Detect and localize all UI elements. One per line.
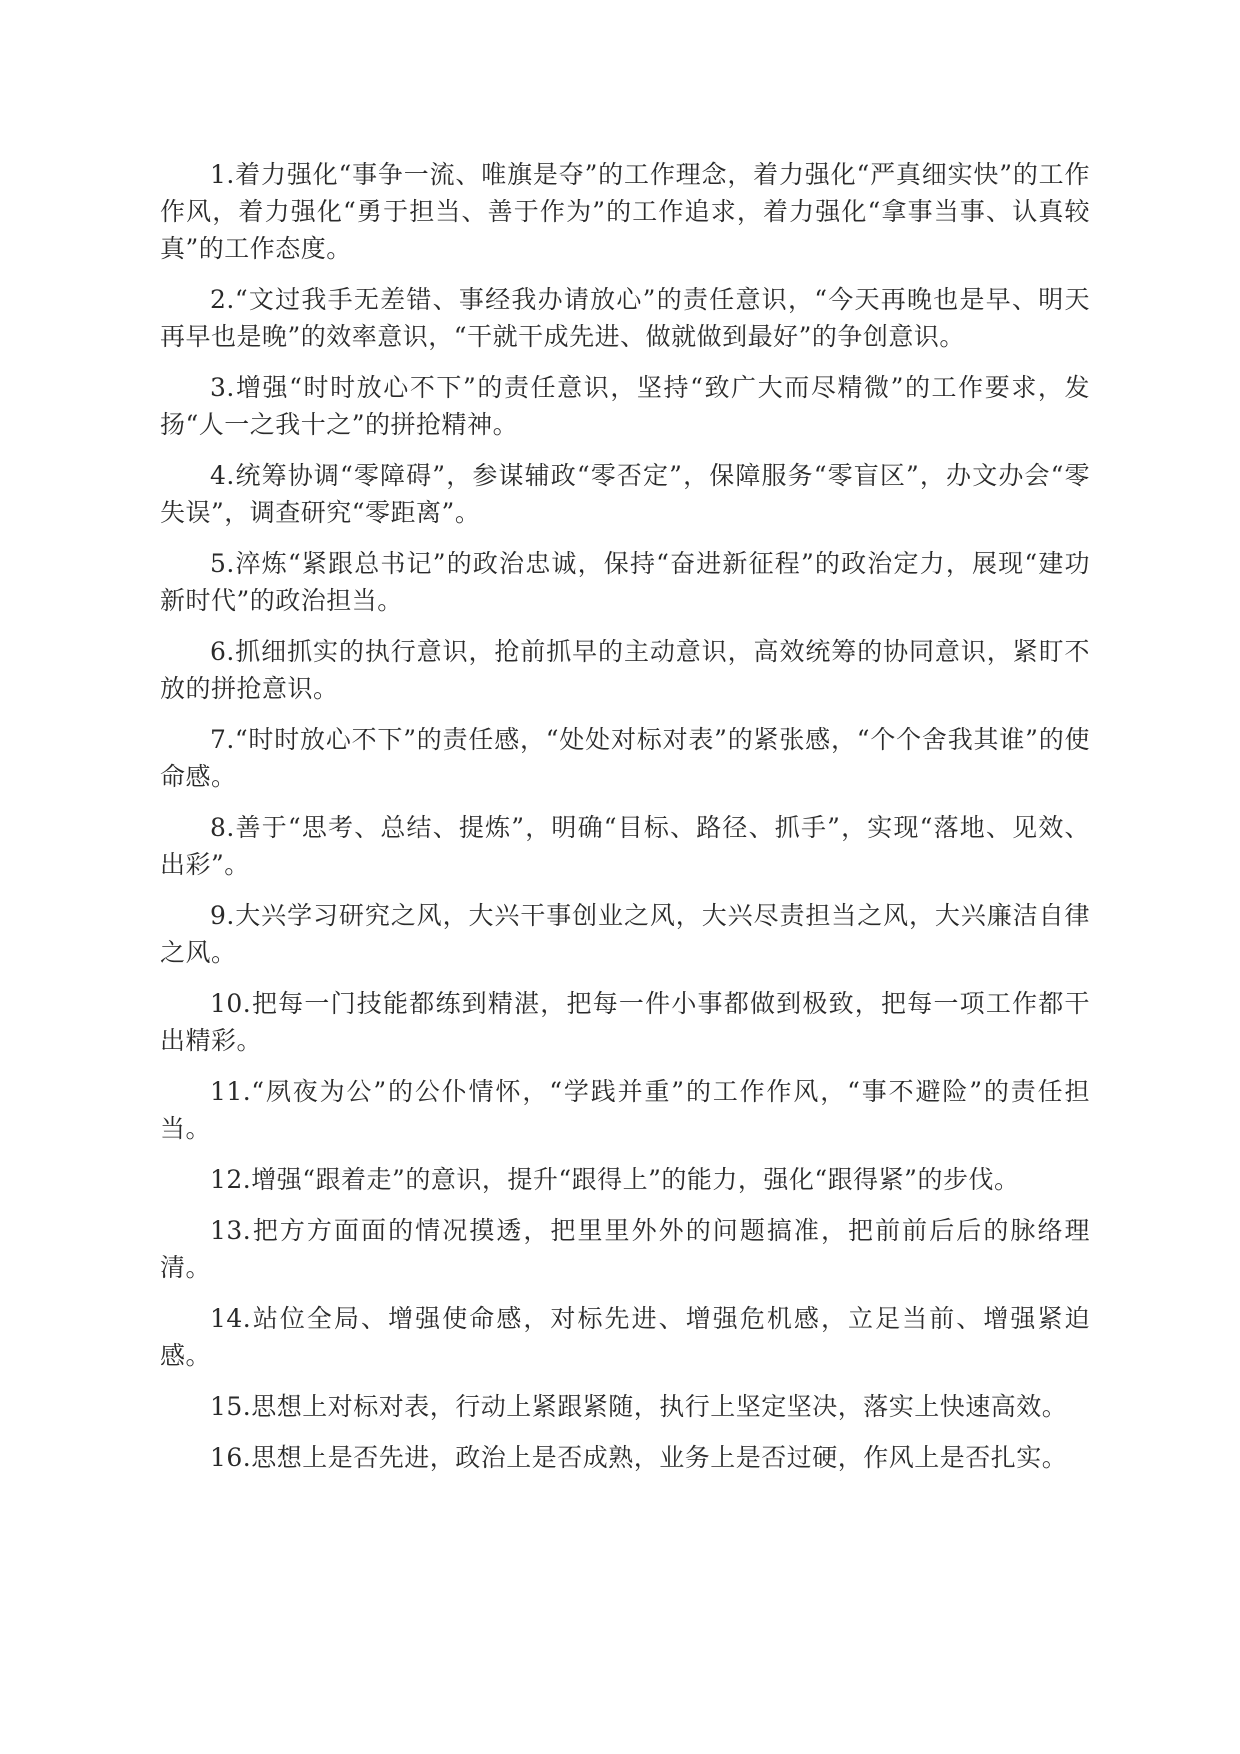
list-item: 8.善于“思考、总结、提炼”，明确“目标、路径、抓手”，实现“落地、见效、出彩”。 bbox=[160, 813, 1090, 879]
list-item: 16.思想上是否先进，政治上是否成熟，业务上是否过硬，作风上是否扎实。 bbox=[210, 1443, 1068, 1472]
list-item: 9.大兴学习研究之风，大兴干事创业之风，大兴尽责担当之风，大兴廉洁自律之风。 bbox=[160, 901, 1090, 967]
document-body bbox=[160, 156, 1090, 1490]
list-item: 1.着力强化“事争一流、唯旗是夺”的工作理念，着力强化“严真细实快”的工作作风，着力强化“勇于担当、善于作为”的工作追求，着力强化“拿事当事、认真较真”的工作态度。 bbox=[160, 160, 1090, 263]
list-item: 6.抓细抓实的执行意识，抢前抓早的主动意识，高效统筹的协同意识，紧盯不放的拼抢意识。 bbox=[160, 637, 1090, 703]
list-item: 13.把方方面面的情况摸透，把里里外外的问题搞准，把前前后后的脉络理清。 bbox=[160, 1216, 1090, 1282]
list-item: 5.淬炼“紧跟总书记”的政治忠诚，保持“奋进新征程”的政治定力，展现“建功新时代”的政治担当。 bbox=[160, 549, 1090, 615]
list-item: 14.站位全局、增强使命感，对标先进、增强危机感，立足当前、增强紧迫感。 bbox=[160, 1304, 1090, 1370]
list-item: 10.把每一门技能都练到精湛，把每一件小事都做到极致，把每一项工作都干出精彩。 bbox=[160, 989, 1090, 1055]
list-item: 7.“时时放心不下”的责任感，“处处对标对表”的紧张感，“个个舍我其谁”的使命感。 bbox=[160, 725, 1090, 791]
list-item: 12.增强“跟着走”的意识，提升“跟得上”的能力，强化“跟得紧”的步伐。 bbox=[210, 1165, 1020, 1194]
list-item: 15.思想上对标对表，行动上紧跟紧随，执行上坚定坚决，落实上快速高效。 bbox=[210, 1392, 1068, 1421]
list-item: 3.增强“时时放心不下”的责任意识，坚持“致广大而尽精微”的工作要求，发扬“人一之我十之”的拼抢精神。 bbox=[160, 373, 1090, 439]
list-item: 11.“夙夜为公”的公仆情怀，“学践并重”的工作作风，“事不避险”的责任担当。 bbox=[160, 1077, 1090, 1143]
list-item: 2.“文过我手无差错、事经我办请放心”的责任意识，“今天再晚也是早、明天再早也是晚”的效率意识，“干就干成先进、做就做到最好”的争创意识。 bbox=[160, 285, 1090, 351]
list-item: 4.统筹协调“零障碍”，参谋辅政“零否定”，保障服务“零盲区”，办文办会“零失误”，调查研究“零距离”。 bbox=[160, 461, 1090, 527]
